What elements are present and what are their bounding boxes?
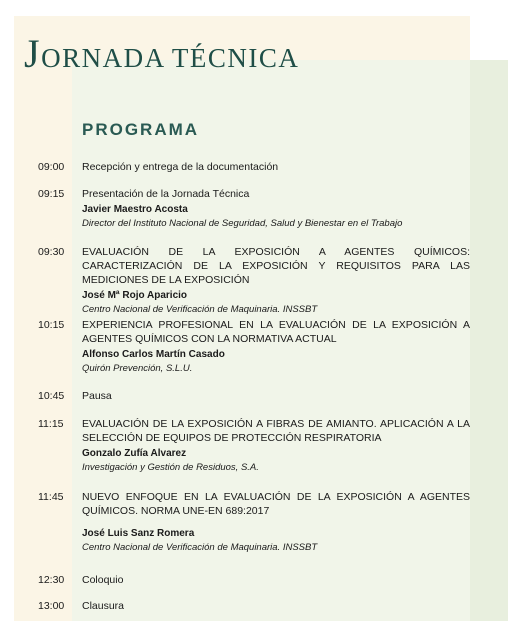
agenda-title: Recepción y entrega de la documentación — [82, 161, 279, 173]
agenda-content — [82, 318, 470, 375]
agenda-speaker: Gonzalo Zufía Alvarez — [82, 448, 187, 459]
title-initial: J — [24, 31, 42, 76]
agenda-time: 13:00 — [38, 600, 65, 612]
agenda-time: 09:30 — [38, 246, 65, 258]
agenda-time: 09:00 — [38, 161, 65, 173]
section-title: PROGRAMA — [82, 120, 200, 139]
agenda-speaker: José Luis Sanz Romera — [82, 528, 195, 539]
agenda-time: 11:15 — [38, 418, 64, 430]
agenda-content — [82, 573, 470, 587]
title-rest: ORNADA TÉCNICA — [41, 43, 300, 73]
agenda-affiliation: Centro Nacional de Verificación de Maquinaria. INSSBT — [82, 542, 318, 553]
agenda-content — [82, 187, 470, 230]
agenda-time: 09:15 — [38, 188, 65, 200]
agenda-title: EXPERIENCIA PROFESIONAL EN LA EVALUACIÓN DE LA EXPOSICIÓN A AGENTES QUÍMICOS CON LA NORMATIVA ACTUAL — [82, 319, 470, 345]
page-title — [24, 30, 299, 77]
agenda-title: EVALUACIÓN DE LA EXPOSICIÓN A AGENTES QUÍMICOS: CARACTERIZACIÓN DE LA EXPOSICIÓN Y REQUISITOS PARA LAS MEDICIONES DE LA EXPOSICIÓN — [82, 246, 470, 286]
agenda-speaker: Alfonso Carlos Martín Casado — [82, 349, 225, 360]
agenda-affiliation: Investigación y Gestión de Residuos, S.A. — [82, 462, 259, 473]
agenda-content — [82, 245, 470, 316]
agenda-affiliation: Centro Nacional de Verificación de Maquinaria. INSSBT — [82, 304, 318, 315]
agenda-content — [82, 490, 470, 554]
green-side-strip — [470, 60, 508, 621]
agenda-title: Coloquio — [82, 574, 124, 586]
agenda-affiliation: Director del Instituto Nacional de Seguridad, Salud y Bienestar en el Trabajo — [82, 218, 403, 229]
agenda-title: Presentación de la Jornada Técnica — [82, 188, 250, 200]
agenda-title: Clausura — [82, 600, 125, 612]
agenda-content — [82, 389, 470, 403]
agenda-time: 12:30 — [38, 574, 65, 586]
agenda-time: 11:45 — [38, 491, 64, 503]
agenda-content — [82, 599, 470, 613]
agenda-title: NUEVO ENFOQUE EN LA EVALUACIÓN DE LA EXPOSICIÓN A AGENTES QUÍMICOS. NORMA UNE-EN 689:2017 — [82, 491, 470, 517]
agenda-title: EVALUACIÓN DE LA EXPOSICIÓN A FIBRAS DE AMIANTO. APLICACIÓN A LA SELECCIÓN DE EQUIPOS DE PROTECCIÓN RESPIRATORIA — [82, 418, 470, 444]
agenda-speaker: Javier Maestro Acosta — [82, 204, 188, 215]
agenda-title: Pausa — [82, 390, 112, 402]
agenda-speaker: José Mª Rojo Aparicio — [82, 290, 188, 301]
agenda-content — [82, 417, 470, 474]
agenda-time: 10:15 — [38, 319, 65, 331]
agenda-content — [82, 160, 470, 174]
agenda-affiliation: Quirón Prevención, S.L.U. — [82, 363, 193, 374]
agenda-time: 10:45 — [38, 390, 65, 402]
